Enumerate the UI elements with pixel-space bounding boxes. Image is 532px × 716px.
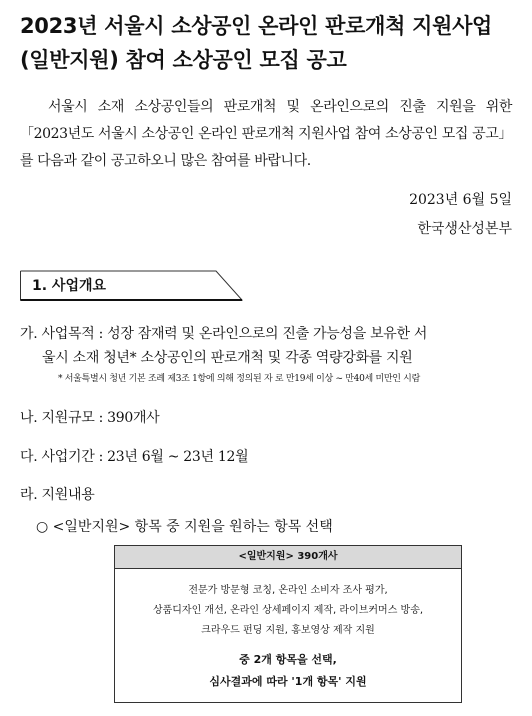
item-ra: 라. 지원내용 — [20, 487, 95, 503]
notice-date: 2023년 6월 5일 — [409, 192, 512, 208]
item-na: 나. 지원규모 : 390개사 — [20, 410, 160, 426]
support-table-bold1: 중 2개 항목을 선택, — [239, 653, 337, 666]
support-table-line3: 크라우드 펀딩 지원, 홍보영상 제작 지원 — [201, 625, 375, 636]
support-table — [114, 545, 462, 703]
item-da: 다. 사업기간 : 23년 6월 ~ 23년 12월 — [20, 449, 249, 465]
support-table-line1: 전문가 방문형 코칭, 온라인 소비자 조사 평가, — [188, 585, 388, 596]
support-table-line2: 상품디자인 개선, 온라인 상세페이지 제작, 라이브커머스 방송, — [152, 605, 424, 616]
item-ga-line2: 울시 소재 청년* 소상공인의 판로개척 및 각종 역량강화를 지원 — [42, 350, 413, 366]
item-ra-bullet: ○ <일반지원> 항목 중 지원을 원하는 항목 선택 — [36, 519, 333, 535]
section-heading: 1. 사업개요 — [32, 278, 107, 294]
issuing-organization: 한국생산성본부 — [417, 221, 512, 237]
item-ga-footnote: * 서울특별시 청년 기본 조례 제3조 1항에 의해 정의된 자 로 만19세 이상 ~ 만40세 미만인 시람 — [58, 374, 420, 384]
support-table-bold2: 심사결과에 따라 '1개 항목' 지원 — [209, 675, 367, 688]
notice-title-line1: 2023년 서울시 소상공인 온라인 판로개척 지원사업 — [20, 14, 493, 38]
notice-title-line2: (일반지원) 참여 소상공인 모집 공고 — [20, 48, 347, 72]
support-table-header: <일반지원> 390개사 — [115, 546, 461, 569]
item-ga-line1: 가. 사업목적 : 성장 잠재력 및 온라인으로의 진출 가능성을 보유한 서 — [20, 326, 428, 342]
section-heading-box — [20, 270, 242, 300]
intro-paragraph: 서울시 소재 소상공인들의 판로개척 및 온라인으로의 진출 지원을 위한 「2023년도 서울시 소상공인 온라인 판로개척 지원사업 참여 소상공인 모집 공고」를 다음과 같이 공고하오니 많은 참여를 바랍니다. — [20, 99, 512, 169]
support-table-body — [115, 569, 461, 693]
